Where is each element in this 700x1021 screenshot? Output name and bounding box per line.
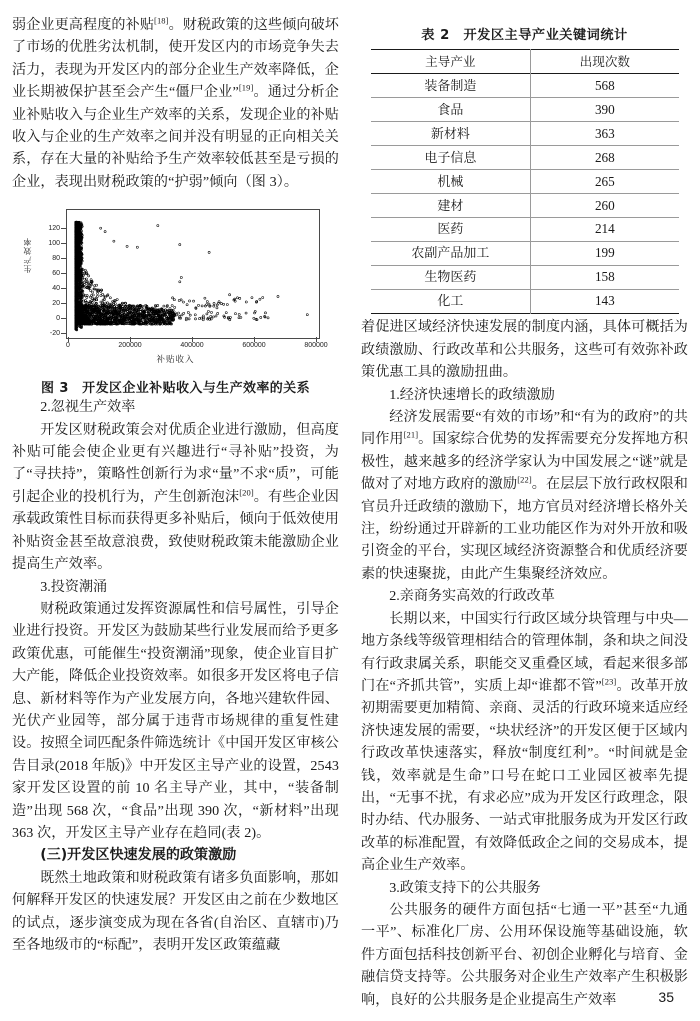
table-row xyxy=(371,73,679,97)
left-column xyxy=(12,14,339,1011)
left-paragraph-1 xyxy=(12,14,339,193)
right-paragraph-4: 公共服务的硬件方面包括“七通一平”甚至“九通一平”、标准化厂房、公用环保设施等基础设施，软件方面包括科技创新平台、初创企业孵化与培育、金融信贷支持等。公共服务对企业生产效率产生积极影响，良好的公共服务是企业提高生产效率 xyxy=(361,901,688,1008)
reference-marker-18: [18] xyxy=(154,15,169,26)
column-header-count: 出现次数 xyxy=(579,54,631,69)
left-paragraph-3: 财税政策通过发挥资源属性和信号属性，引导企业进行投资。开发区为鼓励某些行业发展而给予更多政策优惠，可能催生“投资潮涌”现象，使企业盲目扩大产能，降低企业投资效率。如很多开发区将电子信息、新材料等作为产业发展方向，各地兴建软件园、光伏产业园等，部分属于违背市场规律的重复性建设。按照全词匹配条件筛选统计《中国开发区审核公告目录(2018 年版)》中开发区主导产业的设置，2543 家开发区设置的前 10 名主导产业，其中，“装备制造”出现 568 次，“食品”出现 390 次，“新材料”出现 363 次，开发区主导产业存在趋同(表 2)。 xyxy=(12,600,339,841)
figure-3 xyxy=(12,199,339,396)
para-2-text: 开发区财税政策会对优质企业进行激励，但高度补贴可能会使企业更有兴趣进行“寻补贴”投资，为了“寻扶持”，策略性创新行为求“量”不求“质”，可能引起企业的投机行为，产生创新泡沫 xyxy=(12,421,339,505)
cell-count: 214 xyxy=(594,221,615,237)
x-tick-800000: 800000 xyxy=(304,342,328,350)
r-para-3-suffix: 。改革开放初期需要更加精简、亲商、灵活的行政环境来适应经济快速发展的需要，“块状经济”的开发区便于区域内行政改革快速落实，释放“制度红利”。“时间就是金钱，效率就是生命”口号在蛇口工业园区被率先提出，“无事不扰，有求必应”成为开发区行政理念，限时办结、代办服务、一站式审批服务成为开发区行政改革的标准配置，有效降低政企之间的交易成本，提高企业生产效率。 xyxy=(361,677,689,874)
table-row xyxy=(371,121,679,145)
cell-industry: 装备制造 xyxy=(371,73,531,97)
cell-count: 568 xyxy=(594,77,615,93)
table-row xyxy=(371,217,679,241)
table-row xyxy=(371,97,679,121)
y-tick-60: 60 xyxy=(52,270,60,278)
para-1-suffix: 。通过分析企业补贴收入与企业生产效率的关系，发现企业的补贴收入与企业的生产效率之间并没有明显的正向相关关系，存在大量的补贴给予生产效率较低甚至是亏损的企业，表现出财税政策的“护弱”倾向（图 3）。 xyxy=(12,84,339,190)
y-tick-20: 20 xyxy=(52,300,60,308)
para-1-prefix: 弱企业更高程度的补贴 xyxy=(12,17,155,33)
two-column-layout xyxy=(12,14,688,1011)
para-1-middle: 。财税政策的这些倾向破坏了市场的优胜劣汰机制，使开发区内的市场竞争失去活力，表现为开发区内的部分企业生产效率降低，企业长期被保护甚至会产生“僵尸企业” xyxy=(12,17,339,101)
x-tick-400000: 400000 xyxy=(180,342,204,350)
right-column xyxy=(361,14,688,1011)
table-row xyxy=(371,169,679,193)
reference-marker-21: [21] xyxy=(403,429,419,440)
cell-industry: 化工 xyxy=(371,289,531,313)
page-number: 35 xyxy=(658,989,674,1005)
table-header-row xyxy=(371,50,679,74)
y-tick-neg20: -20 xyxy=(49,330,60,338)
r-para-3-text: 长期以来，中国实行行政区域分块管理与中央—地方条线等级管理相结合的管理体制，条和块之间没有行政隶属关系，职能交叉重叠区域，看起来很多部门在“齐抓共管”，实质上却“谁都不管” xyxy=(361,610,688,694)
cell-industry: 建材 xyxy=(371,193,531,217)
para-2-suffix: 。有些企业因承载政策性目标而获得更多补贴后，倾向于低效使用补贴资金甚至故意浪费，致使财税政策未能激励企业提高生产效率。 xyxy=(12,488,339,573)
left-paragraph-4: 既然土地政策和财税政策有诸多负面影响，那如何解释开发区的快速发展？开发区由之前在少数地区的试点，逐步演变成为现在各省(自治区、直辖市)乃至各地级市的“标配”，表明开发区政策蕴藏 xyxy=(12,869,339,953)
cell-count: 363 xyxy=(594,125,615,141)
cell-industry: 农副产品加工 xyxy=(371,241,531,265)
scatter-chart xyxy=(20,203,331,371)
right-heading-3: 3.政策支持下的公共服务 xyxy=(389,879,541,896)
cell-industry: 医药 xyxy=(371,217,531,241)
chart-y-axis-label: 生产效率 xyxy=(23,237,32,274)
cell-count: 199 xyxy=(594,245,615,261)
reference-marker-19: [19] xyxy=(238,82,254,93)
cell-count: 265 xyxy=(594,173,615,189)
chart-x-axis-label: 补贴收入 xyxy=(156,354,195,365)
cell-industry: 新材料 xyxy=(371,121,531,145)
chart-plot-area xyxy=(66,209,320,339)
left-heading-2: 2.忽视生产效率 xyxy=(40,399,136,416)
y-tick-120: 120 xyxy=(48,225,60,233)
right-paragraph-3 xyxy=(361,608,688,877)
left-paragraph-2 xyxy=(12,419,339,576)
column-header-industry: 主导产业 xyxy=(371,50,531,74)
table-row xyxy=(371,145,679,169)
reference-marker-23: [23] xyxy=(601,676,617,687)
r-para-2-suffix: 。在层层下放行政权限和官员升迁政绩的激励下，地方官员对经济增长格外关注，纷纷通过开辟新的工业功能区作为对外开放和吸引资金的平台，实现区域经济资源整合和优质经济要素的快速聚拢，由此产生集聚经济效应。 xyxy=(361,476,688,582)
figure-caption: 图 3 开发区企业补贴收入与生产效率的关系 xyxy=(41,381,310,397)
right-paragraph-2 xyxy=(361,406,688,585)
table-row xyxy=(371,193,679,217)
scatter-points xyxy=(67,210,319,338)
cell-industry: 生物医药 xyxy=(371,265,531,289)
table-row xyxy=(371,265,679,289)
r-para-2-text: 经济发展需要“有效的市场”和“有为的政府”的共同作用 xyxy=(361,409,688,448)
cell-count: 158 xyxy=(594,269,615,285)
table-body xyxy=(371,73,679,313)
cell-industry: 食品 xyxy=(371,97,531,121)
cell-count: 390 xyxy=(594,101,615,117)
x-tick-200000: 200000 xyxy=(118,342,142,350)
right-heading-2: 2.亲商务实高效的行政改革 xyxy=(389,588,555,605)
table-2-title: 表 2 开发区主导产业关键词统计 xyxy=(421,28,628,43)
cell-count: 260 xyxy=(594,197,615,213)
left-heading-4: (三)开发区快速发展的政策激励 xyxy=(40,847,237,864)
cell-count: 268 xyxy=(594,149,615,165)
left-heading-3: 3.投资潮涌 xyxy=(40,578,108,595)
reference-marker-20: [20] xyxy=(239,487,254,498)
y-tick-0: 0 xyxy=(56,315,60,323)
x-tick-600000: 600000 xyxy=(242,342,266,350)
cell-count: 143 xyxy=(594,293,615,309)
cell-industry: 机械 xyxy=(371,169,531,193)
y-tick-40: 40 xyxy=(52,285,60,293)
y-tick-100: 100 xyxy=(48,240,60,248)
cell-industry: 电子信息 xyxy=(371,145,531,169)
reference-marker-22: [22] xyxy=(517,474,532,485)
table-2-leading-industry-keywords xyxy=(371,49,679,314)
right-heading-1: 1.经济快速增长的政绩激励 xyxy=(389,386,555,403)
right-paragraph-1: 着促进区域经济快速发展的制度内涵，具体可概括为政绩激励、行政改革和公共服务，这些可有效弥补政策优惠工具的激励扭曲。 xyxy=(361,319,688,381)
table-row xyxy=(371,289,679,313)
table-row xyxy=(371,241,679,265)
x-tick-0: 0 xyxy=(66,342,70,350)
table-header xyxy=(371,50,679,74)
y-tick-80: 80 xyxy=(52,255,60,263)
r-para-2-middle: 。国家综合优势的发挥需要充分发挥地方积极性，越来越多的经济学家认为中国发展之“谜”就是做对了对地方政府的激励 xyxy=(361,431,688,493)
